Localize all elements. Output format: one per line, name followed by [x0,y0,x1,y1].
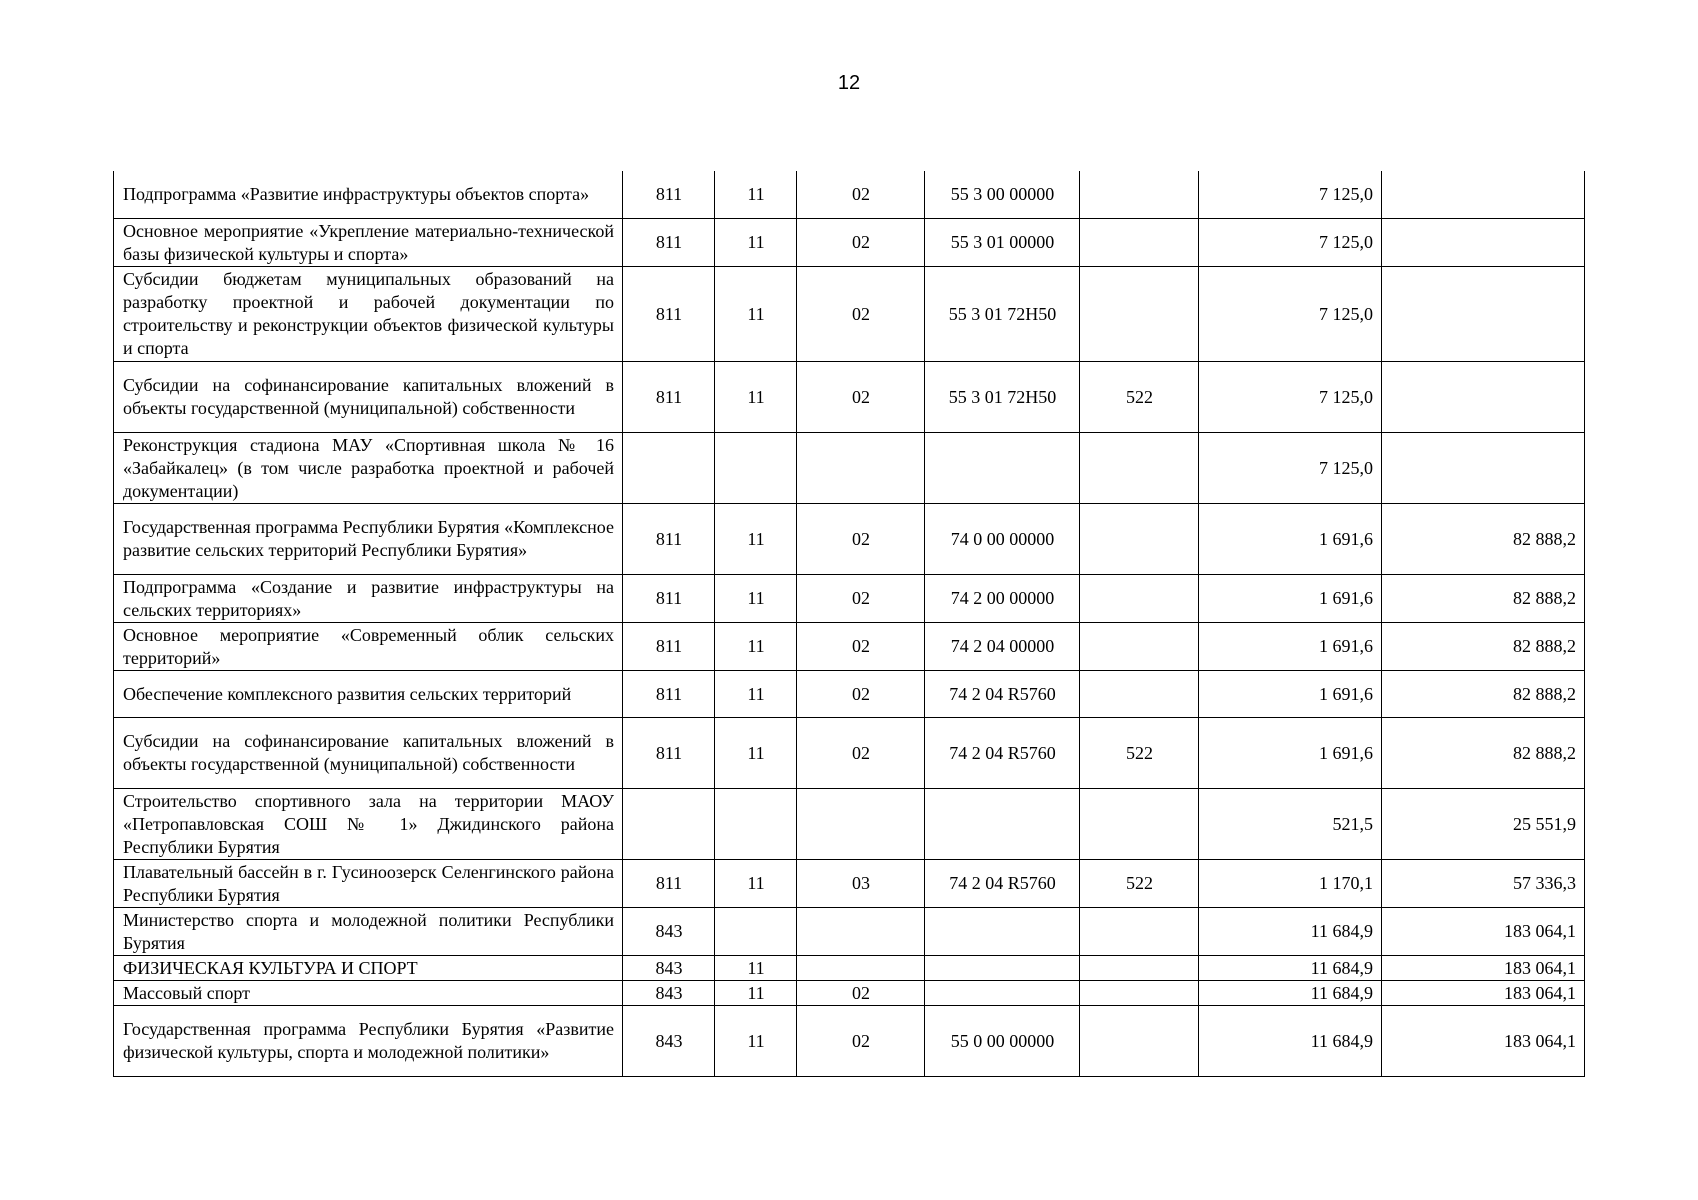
row-expense-type [1080,622,1199,670]
table-row [114,788,1585,859]
row-description: Подпрограмма «Создание и развитие инфраструктуры на сельских территориях» [114,574,623,622]
row-grbs-code: 811 [623,266,715,361]
row-amount-first: 1 691,6 [1199,670,1382,717]
row-subsection-code: 02 [797,670,925,717]
row-amount-first: 521,5 [1199,788,1382,859]
row-expense-type: 522 [1080,717,1199,788]
row-description: Субсидии на софинансирование капитальных вложений в объекты государственной (муниципальной) собственности [114,717,623,788]
row-target-article [925,788,1080,859]
row-subsection-code: 02 [797,503,925,574]
row-grbs-code: 811 [623,218,715,266]
table-row [114,171,1585,218]
row-description: Государственная программа Республики Бурятия «Комплексное развитие сельских территорий Республики Бурятия» [114,503,623,574]
row-section-code: 11 [715,670,797,717]
row-amount-second: 82 888,2 [1382,717,1585,788]
row-amount-second: 183 064,1 [1382,1005,1585,1076]
row-target-article [925,980,1080,1005]
row-subsection-code: 03 [797,859,925,907]
row-section-code: 11 [715,980,797,1005]
row-amount-first: 7 125,0 [1199,171,1382,218]
row-target-article: 74 0 00 00000 [925,503,1080,574]
row-amount-first: 7 125,0 [1199,218,1382,266]
row-subsection-code [797,955,925,980]
table-row [114,670,1585,717]
row-section-code: 11 [715,622,797,670]
row-expense-type [1080,266,1199,361]
row-amount-first: 1 170,1 [1199,859,1382,907]
row-target-article: 55 0 00 00000 [925,1005,1080,1076]
row-expense-type [1080,1005,1199,1076]
row-subsection-code: 02 [797,171,925,218]
row-description: Массовый спорт [114,980,623,1005]
row-section-code [715,788,797,859]
row-description: Подпрограмма «Развитие инфраструктуры объектов спорта» [114,171,623,218]
row-subsection-code [797,788,925,859]
row-amount-first: 7 125,0 [1199,266,1382,361]
row-grbs-code: 811 [623,503,715,574]
row-section-code [715,432,797,503]
row-subsection-code: 02 [797,218,925,266]
row-expense-type [1080,432,1199,503]
row-grbs-code: 811 [623,171,715,218]
row-section-code: 11 [715,503,797,574]
row-amount-second [1382,171,1585,218]
row-section-code: 11 [715,859,797,907]
table-row [114,907,1585,955]
row-subsection-code [797,907,925,955]
table-row [114,503,1585,574]
row-description: Строительство спортивного зала на территории МАОУ «Петропавловская СОШ № 1» Джидинского района Республики Бурятия [114,788,623,859]
row-description: Основное мероприятие «Укрепление материально-технической базы физической культуры и спорта» [114,218,623,266]
row-target-article: 74 2 04 R5760 [925,717,1080,788]
row-section-code: 11 [715,955,797,980]
row-section-code: 11 [715,361,797,432]
table-row [114,432,1585,503]
row-description: Субсидии на софинансирование капитальных вложений в объекты государственной (муниципальной) собственности [114,361,623,432]
row-grbs-code: 811 [623,717,715,788]
row-expense-type: 522 [1080,859,1199,907]
row-amount-second [1382,266,1585,361]
row-section-code: 11 [715,266,797,361]
row-amount-first: 1 691,6 [1199,717,1382,788]
table-row [114,218,1585,266]
row-amount-second: 183 064,1 [1382,907,1585,955]
row-expense-type [1080,907,1199,955]
row-amount-first: 1 691,6 [1199,503,1382,574]
row-target-article: 55 3 01 72Н50 [925,361,1080,432]
row-amount-second [1382,432,1585,503]
row-section-code: 11 [715,717,797,788]
row-expense-type [1080,171,1199,218]
row-amount-first: 11 684,9 [1199,1005,1382,1076]
row-amount-second: 183 064,1 [1382,955,1585,980]
row-subsection-code [797,432,925,503]
row-expense-type [1080,955,1199,980]
budget-table [113,171,1585,1077]
row-amount-first: 7 125,0 [1199,432,1382,503]
row-target-article: 55 3 01 00000 [925,218,1080,266]
row-section-code [715,907,797,955]
row-grbs-code: 811 [623,361,715,432]
row-subsection-code: 02 [797,266,925,361]
row-description: Субсидии бюджетам муниципальных образований на разработку проектной и рабочей документации по строительству и реконструкции объектов физической культуры и спорта [114,266,623,361]
row-subsection-code: 02 [797,574,925,622]
row-amount-second [1382,218,1585,266]
row-description: Министерство спорта и молодежной политики Республики Бурятия [114,907,623,955]
row-description: Реконструкция стадиона МАУ «Спортивная школа № 16 «Забайкалец» (в том числе разработка проектной и рабочей документации) [114,432,623,503]
row-amount-first: 11 684,9 [1199,907,1382,955]
row-description: ФИЗИЧЕСКАЯ КУЛЬТУРА И СПОРТ [114,955,623,980]
row-target-article [925,955,1080,980]
table-row [114,859,1585,907]
page-number: 12 [837,72,861,94]
row-amount-second: 183 064,1 [1382,980,1585,1005]
row-description: Обеспечение комплексного развития сельских территорий [114,670,623,717]
row-target-article: 55 3 01 72Н50 [925,266,1080,361]
table-row [114,574,1585,622]
table-row [114,622,1585,670]
row-grbs-code [623,432,715,503]
table-row [114,1005,1585,1076]
row-section-code: 11 [715,574,797,622]
row-amount-second: 57 336,3 [1382,859,1585,907]
budget-table-body [114,171,1585,1076]
row-expense-type [1080,218,1199,266]
row-amount-second: 82 888,2 [1382,503,1585,574]
row-description: Основное мероприятие «Современный облик сельских территорий» [114,622,623,670]
row-description: Плавательный бассейн в г. Гусиноозерск Селенгинского района Республики Бурятия [114,859,623,907]
row-grbs-code: 811 [623,574,715,622]
row-expense-type [1080,788,1199,859]
row-grbs-code: 843 [623,980,715,1005]
row-target-article [925,432,1080,503]
row-grbs-code: 843 [623,907,715,955]
row-expense-type: 522 [1080,361,1199,432]
row-description: Государственная программа Республики Бурятия «Развитие физической культуры, спорта и молодежной политики» [114,1005,623,1076]
row-amount-first: 7 125,0 [1199,361,1382,432]
row-target-article: 74 2 04 R5760 [925,859,1080,907]
row-grbs-code: 843 [623,955,715,980]
row-amount-first: 11 684,9 [1199,980,1382,1005]
row-section-code: 11 [715,171,797,218]
row-subsection-code: 02 [797,717,925,788]
row-amount-first: 1 691,6 [1199,574,1382,622]
row-target-article: 74 2 00 00000 [925,574,1080,622]
row-grbs-code: 811 [623,670,715,717]
row-grbs-code: 811 [623,859,715,907]
row-target-article: 74 2 04 00000 [925,622,1080,670]
row-expense-type [1080,574,1199,622]
row-subsection-code: 02 [797,1005,925,1076]
table-row [114,361,1585,432]
table-row [114,266,1585,361]
row-grbs-code [623,788,715,859]
row-amount-second: 82 888,2 [1382,622,1585,670]
row-expense-type [1080,670,1199,717]
row-target-article: 74 2 04 R5760 [925,670,1080,717]
row-amount-first: 11 684,9 [1199,955,1382,980]
row-expense-type [1080,980,1199,1005]
row-grbs-code: 843 [623,1005,715,1076]
row-section-code: 11 [715,218,797,266]
row-target-article [925,907,1080,955]
row-expense-type [1080,503,1199,574]
table-row [114,980,1585,1005]
row-amount-first: 1 691,6 [1199,622,1382,670]
row-amount-second: 82 888,2 [1382,574,1585,622]
row-amount-second: 25 551,9 [1382,788,1585,859]
row-subsection-code: 02 [797,980,925,1005]
row-grbs-code: 811 [623,622,715,670]
table-row [114,717,1585,788]
row-amount-second: 82 888,2 [1382,670,1585,717]
row-target-article: 55 3 00 00000 [925,171,1080,218]
row-subsection-code: 02 [797,361,925,432]
table-row [114,955,1585,980]
row-subsection-code: 02 [797,622,925,670]
row-amount-second [1382,361,1585,432]
row-section-code: 11 [715,1005,797,1076]
